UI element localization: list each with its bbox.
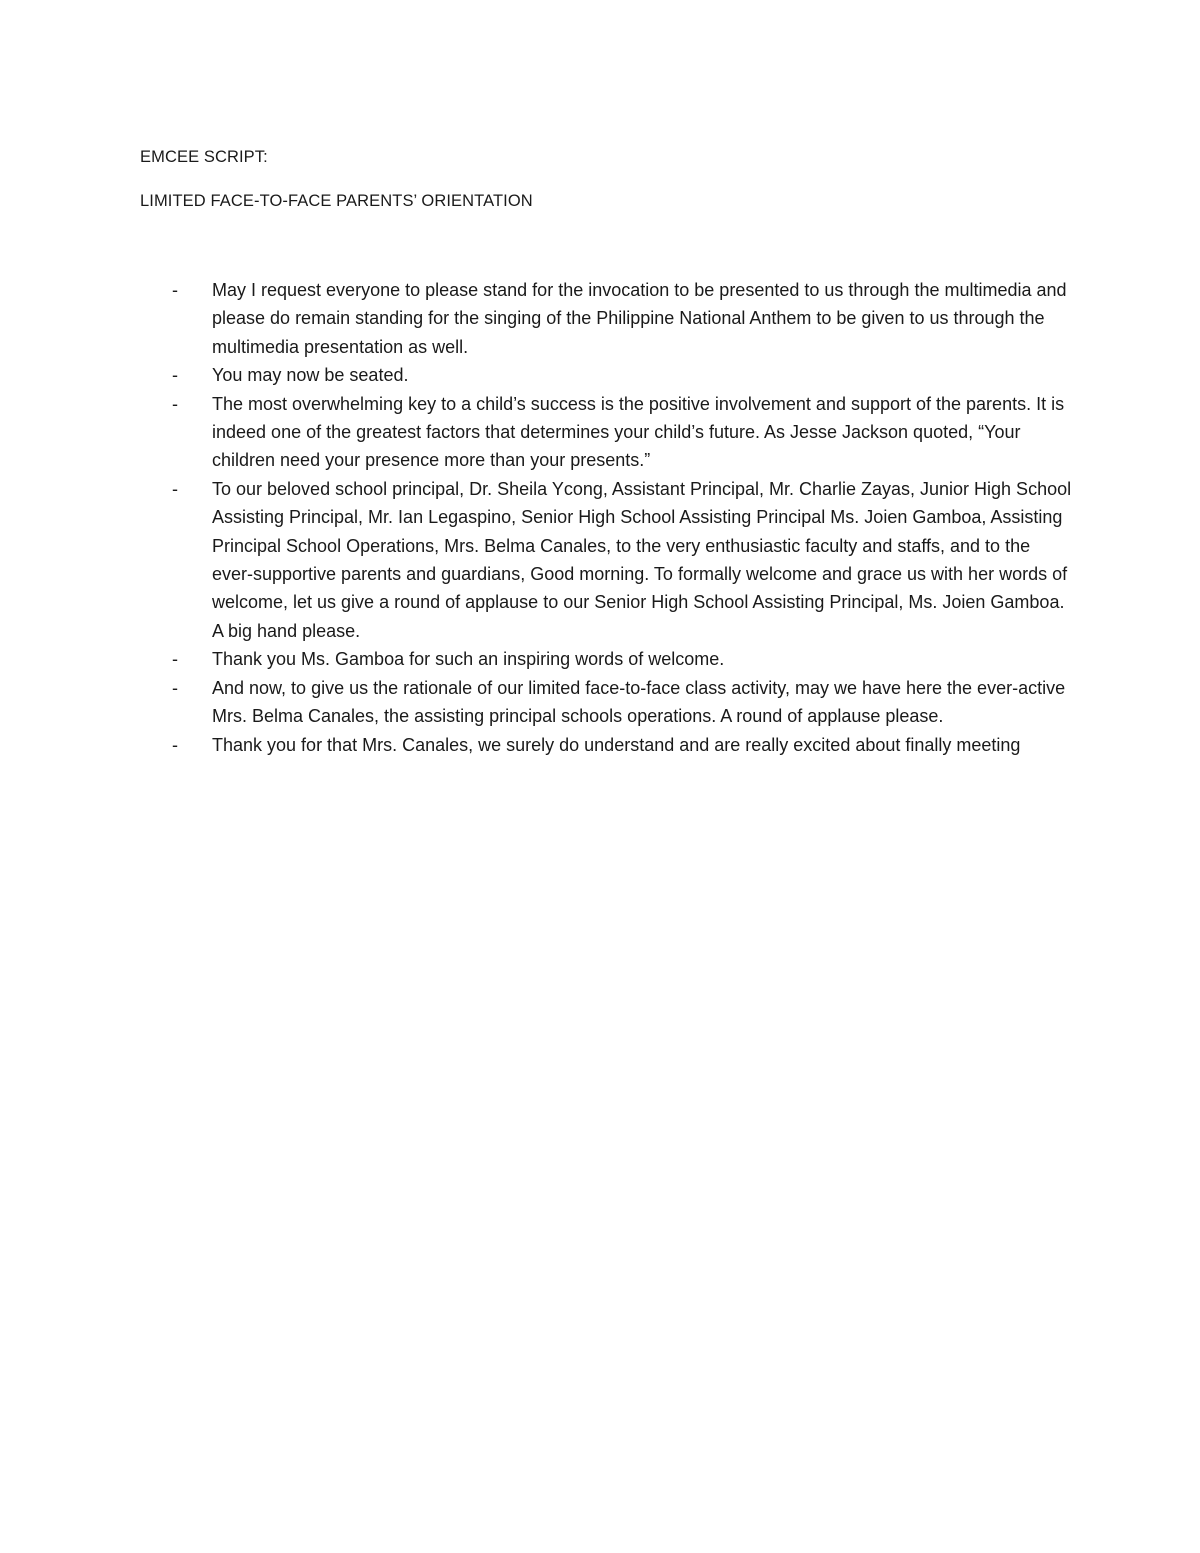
script-line: The most overwhelming key to a child’s success is the positive involvement and support of the parents. It is indeed one of the greatest factors that determines your child’s future. As Jesse Jackson quoted, “Your children need your presence more than your presents.” [212, 393, 1065, 471]
bullet-dash: - [172, 734, 178, 755]
bullet-dash: - [172, 365, 178, 386]
list-item [172, 390, 1072, 475]
list-item [172, 645, 1072, 673]
list-item [172, 674, 1072, 731]
document-subtitle: LIMITED FACE-TO-FACE PARENTS’ ORIENTATION [140, 192, 533, 210]
script-line: Thank you for that Mrs. Canales, we surely do understand and are really excited about finally meeting [212, 734, 1021, 755]
list-item [172, 276, 1072, 361]
bullet-dash: - [172, 677, 178, 698]
script-line: To our beloved school principal, Dr. Sheila Ycong, Assistant Principal, Mr. Charlie Zayas, Junior High School Assisting Principal, Mr. Ian Legaspino, Senior High School Assisting Principal Ms. Joien Gamboa, Assisting Principal School Operations, Mrs. Belma Canales, to the very enthusiastic faculty and staffs, and to the ever-supportive parents and guardians, Good morning. To formally welcome and grace us with her words of welcome, let us give a round of applause to our Senior High School Assisting Principal, Ms. Joien Gamboa. A big hand please. [212, 478, 1072, 641]
bullet-dash: - [172, 649, 178, 670]
bullet-dash: - [172, 280, 178, 300]
list-item [172, 361, 1072, 389]
bullet-dash: - [172, 478, 178, 499]
list-item [172, 475, 1072, 645]
list-item [172, 731, 1072, 759]
script-line: Thank you Ms. Gamboa for such an inspiring words of welcome. [212, 649, 725, 670]
bullet-dash: - [172, 393, 178, 414]
script-line: You may now be seated. [212, 365, 409, 386]
script-line: May I request everyone to please stand for the invocation to be presented to us through the multimedia and please do remain standing for the singing of the Philippine National Anthem to be given to us through the multimedia presentation as well. [212, 280, 1067, 357]
document-title: EMCEE SCRIPT: [140, 148, 268, 166]
script-line: And now, to give us the rationale of our limited face-to-face class activity, may we have here the ever-active Mrs. Belma Canales, the assisting principal schools operations. A round of applause please. [212, 677, 1066, 727]
script-list [172, 276, 1072, 759]
